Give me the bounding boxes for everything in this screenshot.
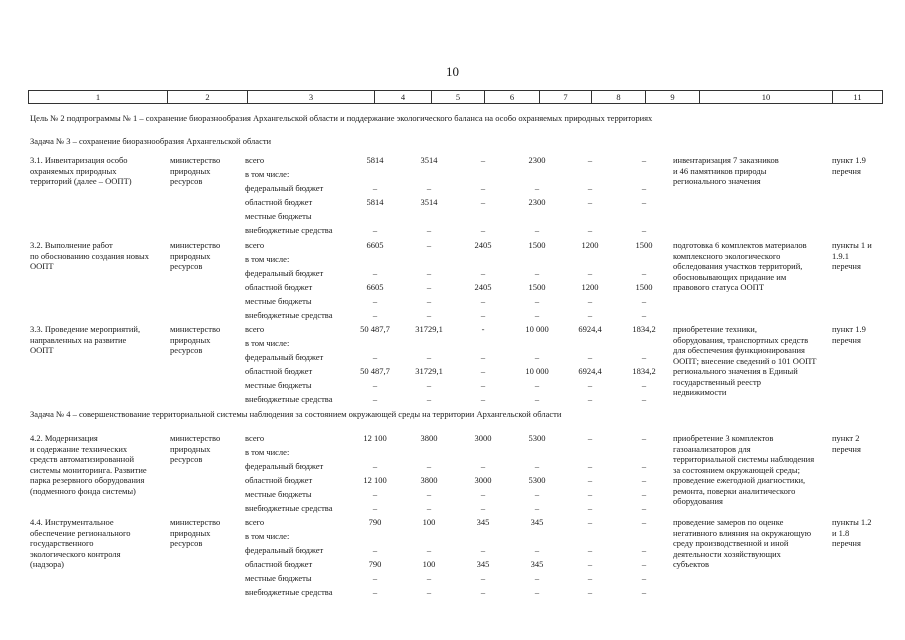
funding-value: –: [587, 296, 593, 306]
funding-value: –: [372, 503, 378, 513]
result-line: регионального значения в Единый: [673, 366, 798, 376]
funding-value: 1200: [581, 240, 599, 250]
funding-value: 345: [476, 517, 490, 527]
result-line: деятельности хозяйствующих: [673, 548, 781, 559]
funding-source: федеральный бюджет: [245, 268, 324, 278]
funding-value: 5814: [366, 197, 384, 207]
measure-name-line: охраняемых природных: [30, 165, 117, 176]
funding-value: 31729,1: [415, 324, 443, 334]
funding-value: –: [480, 503, 486, 513]
funding-value: 3514: [420, 197, 438, 207]
result-line: приобретение 3 комплектов: [673, 433, 774, 443]
funding-value: –: [480, 310, 486, 320]
funding-value: –: [587, 517, 593, 527]
funding-value: 2405: [474, 240, 492, 250]
funding-value: –: [426, 573, 432, 583]
funding-value: –: [480, 380, 486, 390]
funding-value: –: [480, 587, 486, 597]
result-line: проведение ежегодной диагностики,: [673, 475, 806, 485]
funding-value: 31729,1: [415, 366, 443, 376]
funding-value: –: [480, 352, 486, 362]
funding-source: внебюджетные средства: [245, 394, 333, 404]
funding-value: 1500: [528, 282, 546, 292]
funding-source: в том числе:: [245, 338, 290, 348]
result-line: недвижимости: [673, 387, 727, 397]
funding-value: –: [534, 573, 540, 583]
funding-value: –: [480, 296, 486, 306]
measure-name-line: средств автоматизированной: [30, 454, 135, 464]
funding-value: –: [426, 282, 432, 292]
funding-value: –: [480, 183, 486, 193]
column-header-3: 3: [247, 91, 374, 103]
executor-line: природных: [170, 443, 211, 454]
funding-source: всего: [245, 324, 265, 334]
funding-value: –: [534, 587, 540, 597]
funding-value: –: [587, 225, 593, 235]
funding-value: –: [534, 489, 540, 499]
column-header-row: [28, 90, 883, 104]
funding-value: 2405: [474, 282, 492, 292]
funding-value: –: [641, 183, 647, 193]
funding-value: –: [372, 573, 378, 583]
funding-value: 50 487,7: [360, 366, 390, 376]
funding-source: местные бюджеты: [245, 296, 312, 306]
funding-value: –: [641, 545, 647, 555]
funding-source: местные бюджеты: [245, 489, 312, 499]
funding-value: –: [480, 489, 486, 499]
funding-value: –: [587, 380, 593, 390]
result-line: ООПТ; внесение сведений о 101 ООПТ: [673, 355, 817, 366]
funding-value: –: [426, 225, 432, 235]
reference-line: перечня: [832, 165, 861, 176]
funding-value: –: [641, 503, 647, 513]
funding-value: –: [426, 461, 432, 471]
funding-value: –: [426, 394, 432, 404]
measure-name-line: территорий (далее – ООПТ): [30, 176, 132, 186]
reference-line: пункты 1.2: [832, 517, 872, 527]
funding-value: 3514: [420, 155, 438, 165]
funding-value: –: [641, 380, 647, 390]
funding-value: –: [534, 503, 540, 513]
funding-value: –: [587, 394, 593, 404]
reference-line: и 1.8: [832, 527, 850, 538]
measure-name-line: 3.2. Выполнение работ: [30, 240, 113, 250]
funding-value: 12 100: [363, 475, 387, 485]
reference-line: пункт 1.9: [832, 324, 866, 334]
funding-value: 6924,4: [578, 366, 602, 376]
funding-value: –: [480, 366, 486, 376]
funding-value: –: [641, 517, 647, 527]
funding-source: областной бюджет: [245, 197, 313, 207]
funding-value: –: [372, 310, 378, 320]
funding-value: –: [426, 380, 432, 390]
funding-value: 10 000: [525, 366, 549, 376]
funding-source: местные бюджеты: [245, 380, 312, 390]
funding-source: внебюджетные средства: [245, 587, 333, 597]
executor-line: природных: [170, 334, 211, 345]
funding-value: –: [587, 573, 593, 583]
funding-value: –: [641, 310, 647, 320]
funding-value: –: [480, 268, 486, 278]
measure-name-line: 3.1. Инвентаризация особо: [30, 155, 128, 165]
result-line: за состоянием окружающей среды;: [673, 464, 800, 475]
funding-value: 5300: [528, 475, 546, 485]
funding-source: в том числе:: [245, 169, 290, 179]
funding-value: 790: [368, 559, 382, 569]
funding-value: –: [372, 587, 378, 597]
result-line: комплексного экологического: [673, 250, 781, 261]
funding-value: 2300: [528, 197, 546, 207]
measure-name-line: 4.4. Инструментальное: [30, 517, 114, 527]
column-header-4: 4: [374, 91, 431, 103]
funding-value: –: [426, 587, 432, 597]
funding-value: –: [641, 489, 647, 499]
funding-source: местные бюджеты: [245, 573, 312, 583]
funding-source: внебюджетные средства: [245, 503, 333, 513]
column-header-11: 11: [832, 91, 882, 103]
result-line: и 46 памятников природы: [673, 165, 767, 176]
funding-source: всего: [245, 517, 265, 527]
page-number: 10: [446, 64, 459, 79]
task-heading-3: Задача № 3 – сохранение биоразнообразия Архангельской области: [30, 136, 272, 146]
funding-value: –: [587, 461, 593, 471]
result-line: правового статуса ООПТ: [673, 282, 765, 292]
funding-value: –: [426, 183, 432, 193]
column-header-5: 5: [431, 91, 484, 103]
funding-source: федеральный бюджет: [245, 545, 324, 555]
funding-source: федеральный бюджет: [245, 352, 324, 362]
column-header-7: 7: [539, 91, 591, 103]
funding-value: –: [587, 197, 593, 207]
funding-source: в том числе:: [245, 447, 290, 457]
column-header-2: 2: [167, 91, 247, 103]
funding-value: –: [587, 310, 593, 320]
funding-value: –: [534, 545, 540, 555]
funding-value: –: [587, 587, 593, 597]
reference-line: пункты 1 и: [832, 240, 872, 250]
funding-source: в том числе:: [245, 531, 290, 541]
funding-value: –: [372, 268, 378, 278]
result-line: оборудования, транспортных средств: [673, 334, 809, 345]
funding-value: –: [587, 489, 593, 499]
funding-value: 50 487,7: [360, 324, 390, 334]
column-header-6: 6: [484, 91, 539, 103]
measure-name-line: государственного: [30, 538, 94, 548]
funding-value: 100: [422, 517, 436, 527]
executor-line: министерство: [170, 433, 221, 443]
funding-value: 3000: [474, 433, 492, 443]
funding-source: всего: [245, 240, 265, 250]
reference-line: перечня: [832, 538, 861, 548]
funding-value: –: [641, 573, 647, 583]
funding-value: –: [587, 433, 593, 443]
funding-value: –: [480, 461, 486, 471]
executor-line: природных: [170, 165, 211, 176]
funding-source: внебюджетные средства: [245, 310, 333, 320]
funding-value: 1500: [635, 282, 653, 292]
funding-value: –: [534, 225, 540, 235]
funding-value: –: [534, 352, 540, 362]
funding-value: 5300: [528, 433, 546, 443]
funding-value: –: [641, 352, 647, 362]
funding-value: –: [372, 545, 378, 555]
funding-value: –: [534, 461, 540, 471]
funding-value: 2300: [528, 155, 546, 165]
funding-value: –: [480, 225, 486, 235]
funding-value: –: [587, 183, 593, 193]
measure-name-line: обеспечение регионального: [30, 527, 131, 538]
funding-value: 345: [530, 517, 544, 527]
funding-value: –: [480, 155, 486, 165]
reference-line: перечня: [832, 334, 861, 345]
funding-value: –: [534, 380, 540, 390]
funding-value: –: [372, 461, 378, 471]
measure-name-line: ООПТ: [30, 345, 54, 355]
funding-value: –: [641, 197, 647, 207]
funding-value: 1834,2: [632, 366, 656, 376]
funding-value: –: [480, 545, 486, 555]
executor-line: ресурсов: [170, 345, 203, 355]
executor-line: природных: [170, 250, 211, 261]
funding-value: –: [372, 394, 378, 404]
funding-value: –: [641, 296, 647, 306]
funding-value: –: [587, 475, 593, 485]
executor-line: ресурсов: [170, 176, 203, 186]
reference-line: пункт 2: [832, 433, 860, 443]
result-line: подготовка 6 комплектов материалов: [673, 240, 807, 250]
funding-value: –: [641, 268, 647, 278]
column-header-10: 10: [699, 91, 832, 103]
funding-value: –: [534, 183, 540, 193]
funding-value: 345: [476, 559, 490, 569]
funding-source: федеральный бюджет: [245, 461, 324, 471]
column-header-8: 8: [591, 91, 645, 103]
funding-value: 3800: [420, 475, 438, 485]
funding-value: –: [641, 475, 647, 485]
result-line: негативного влияния на окружающую: [673, 527, 812, 538]
funding-source: внебюджетные средства: [245, 225, 333, 235]
funding-value: –: [534, 268, 540, 278]
funding-value: 1200: [581, 282, 599, 292]
funding-value: 1834,2: [632, 324, 656, 334]
result-line: территориальной системы наблюдения: [673, 454, 815, 464]
funding-source: в том числе:: [245, 254, 290, 264]
funding-value: 6605: [366, 240, 384, 250]
funding-source: всего: [245, 433, 265, 443]
measure-name-line: 4.2. Модернизация: [30, 433, 98, 443]
funding-value: -: [481, 324, 485, 334]
result-line: инвентаризация 7 заказников: [673, 155, 779, 165]
executor-line: министерство: [170, 240, 221, 250]
column-header-9: 9: [645, 91, 699, 103]
funding-value: 1500: [528, 240, 546, 250]
measure-name-line: (надзора): [30, 559, 64, 569]
funding-value: –: [480, 197, 486, 207]
executor-line: ресурсов: [170, 538, 203, 548]
executor-line: ресурсов: [170, 454, 203, 464]
funding-value: –: [641, 394, 647, 404]
funding-value: –: [372, 296, 378, 306]
task-heading-4: Задача № 4 – совершенствование территориальной системы наблюдения за состоянием окружающей среды на территории Архангельской области: [30, 409, 562, 419]
result-line: регионального значения: [673, 176, 761, 186]
funding-value: –: [587, 503, 593, 513]
measure-name-line: ООПТ: [30, 261, 54, 271]
measure-name-line: парка резервного оборудования: [30, 475, 145, 485]
executor-line: природных: [170, 527, 211, 538]
funding-value: 6924,4: [578, 324, 602, 334]
result-line: газоанализаторов для: [673, 443, 751, 454]
funding-value: –: [426, 489, 432, 499]
reference-line: перечня: [832, 443, 861, 454]
funding-value: 5814: [366, 155, 384, 165]
funding-value: –: [426, 240, 432, 250]
funding-value: 790: [368, 517, 382, 527]
column-header-1: 1: [95, 92, 101, 102]
result-line: субъектов: [673, 559, 709, 569]
funding-value: –: [587, 352, 593, 362]
funding-value: –: [641, 433, 647, 443]
measure-name-line: направленных на развитие: [30, 334, 127, 345]
funding-value: –: [641, 225, 647, 235]
result-line: проведение замеров по оценке: [673, 517, 784, 527]
funding-value: 6605: [366, 282, 384, 292]
funding-value: 12 100: [363, 433, 387, 443]
funding-value: –: [372, 225, 378, 235]
measure-name-line: 3.3. Проведение мероприятий,: [30, 324, 141, 334]
funding-value: –: [372, 489, 378, 499]
funding-value: –: [587, 559, 593, 569]
reference-line: пункт 1.9: [832, 155, 866, 165]
funding-value: –: [372, 380, 378, 390]
funding-value: –: [587, 545, 593, 555]
measure-name-line: системы мониторинга. Развитие: [30, 464, 147, 475]
measure-name-line: и содержание технических: [30, 443, 128, 454]
funding-value: –: [587, 268, 593, 278]
funding-source: областной бюджет: [245, 475, 313, 485]
funding-value: –: [480, 573, 486, 583]
funding-value: –: [641, 587, 647, 597]
funding-source: областной бюджет: [245, 559, 313, 569]
funding-value: 3800: [420, 433, 438, 443]
executor-line: ресурсов: [170, 261, 203, 271]
result-line: оборудования: [673, 496, 723, 506]
funding-value: –: [426, 268, 432, 278]
funding-value: –: [426, 310, 432, 320]
funding-value: –: [641, 461, 647, 471]
result-line: государственный реестр: [673, 376, 762, 387]
funding-value: –: [641, 559, 647, 569]
funding-value: –: [641, 155, 647, 165]
funding-source: местные бюджеты: [245, 211, 312, 221]
funding-value: –: [480, 394, 486, 404]
funding-value: –: [534, 394, 540, 404]
funding-value: –: [426, 545, 432, 555]
funding-source: всего: [245, 155, 265, 165]
measure-name-line: (подменного фонда системы): [30, 485, 136, 496]
reference-line: перечня: [832, 261, 861, 271]
reference-line: 1.9.1: [832, 250, 849, 261]
result-line: для обеспечения функционирования: [673, 345, 805, 355]
measure-name-line: экологического контроля: [30, 548, 121, 559]
funding-source: федеральный бюджет: [245, 183, 324, 193]
funding-value: –: [534, 310, 540, 320]
result-line: приобретение техники,: [673, 324, 757, 334]
funding-source: областной бюджет: [245, 366, 313, 376]
result-line: среду производственной и иной: [673, 538, 789, 548]
funding-value: 10 000: [525, 324, 549, 334]
executor-line: министерство: [170, 517, 221, 527]
funding-value: 100: [422, 559, 436, 569]
funding-value: 1500: [635, 240, 653, 250]
funding-source: областной бюджет: [245, 282, 313, 292]
executor-line: министерство: [170, 155, 221, 165]
result-line: обследования участков территорий,: [673, 261, 803, 271]
result-line: обосновывающих придание им: [673, 271, 787, 282]
funding-value: –: [372, 183, 378, 193]
funding-value: –: [372, 352, 378, 362]
funding-value: –: [426, 352, 432, 362]
goal-heading: Цель № 2 подпрограммы № 1 – сохранение биоразнообразия Архангельской области и поддержание экологического баланса на особо охраняемых природных территориях: [30, 113, 653, 123]
funding-value: –: [587, 155, 593, 165]
result-line: ремонта, поверки аналитического: [673, 485, 796, 496]
funding-value: 345: [530, 559, 544, 569]
funding-value: –: [426, 296, 432, 306]
funding-value: –: [534, 296, 540, 306]
funding-value: –: [426, 503, 432, 513]
funding-value: 3000: [474, 475, 492, 485]
measure-name-line: по обоснованию создания новых: [30, 250, 150, 261]
executor-line: министерство: [170, 324, 221, 334]
